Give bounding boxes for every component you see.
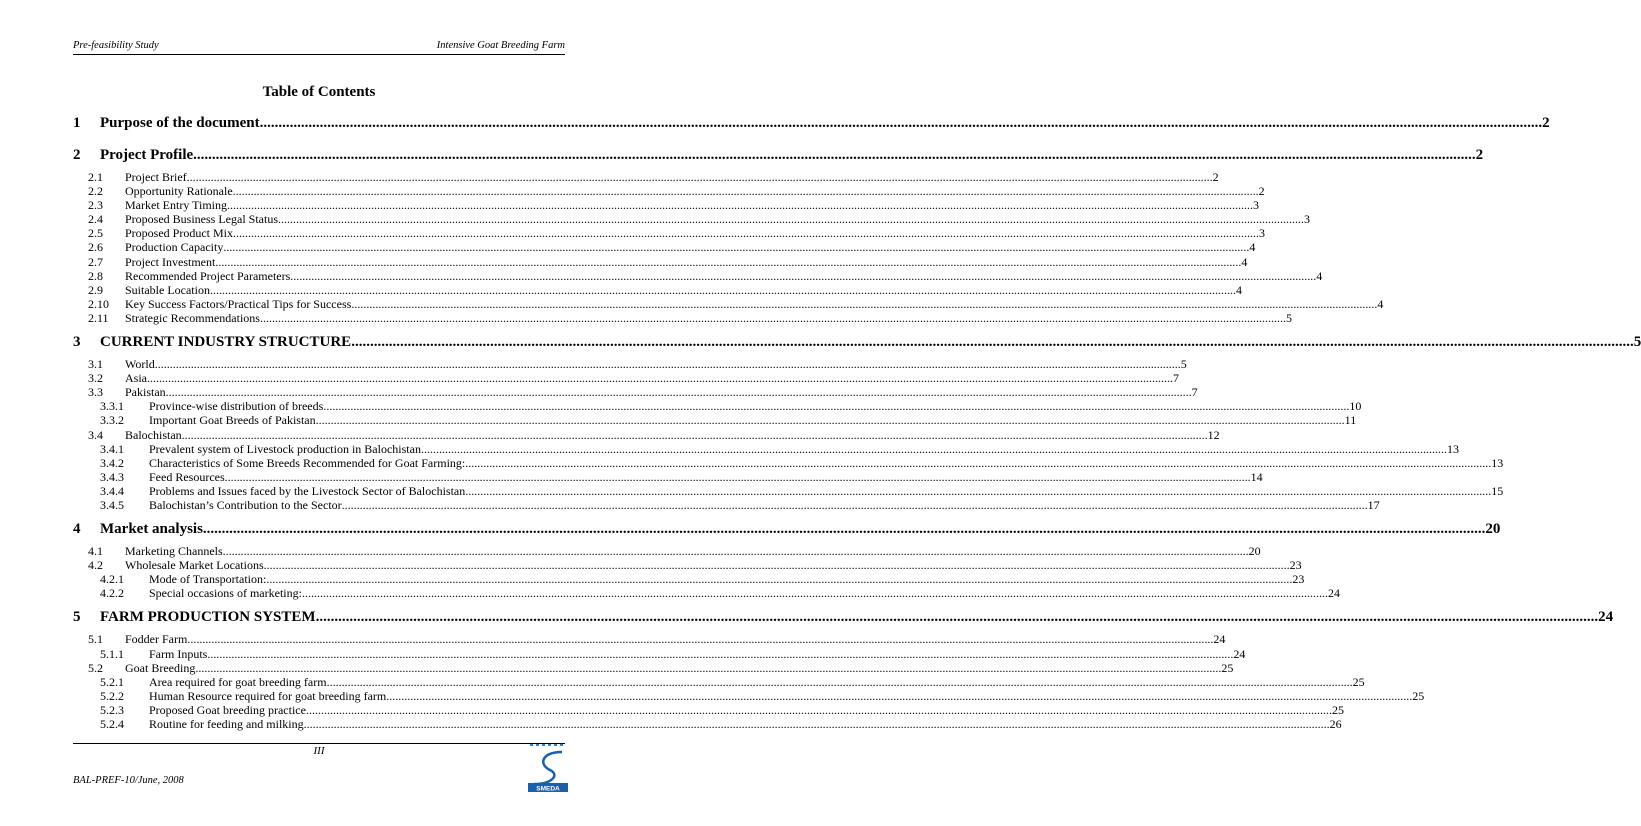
- toc-entry-num: 4.1: [88, 544, 103, 559]
- toc-entry-page: 5: [1180, 357, 1187, 372]
- toc-entry-page: 25: [1331, 702, 1344, 717]
- toc-entry-title: Area required for goat breeding farm: [149, 674, 327, 689]
- toc-dot-leader: [306, 703, 1332, 717]
- toc-entry-title: World: [125, 357, 155, 372]
- toc-entry-level-3[interactable]: [73, 413, 1357, 428]
- toc-entry-level-2[interactable]: [73, 558, 1302, 573]
- toc-entry-title: Balochistan: [125, 427, 182, 442]
- toc-entry-page: 2: [1212, 170, 1219, 184]
- toc-entry-level-1[interactable]: [73, 333, 1641, 351]
- toc-entry-level-2[interactable]: [73, 198, 1260, 213]
- toc-entry-level-3[interactable]: [73, 399, 1362, 414]
- toc-entry-page: 4: [1316, 268, 1323, 283]
- toc-entry-num: 4.2.1: [100, 572, 124, 587]
- footer-rule: [73, 743, 565, 744]
- toc-entry-title: Marketing Channels: [125, 544, 223, 559]
- toc-entry-level-2[interactable]: [73, 544, 1261, 559]
- toc-entry-page: 24: [1213, 632, 1226, 647]
- toc-entry-level-2[interactable]: [73, 357, 1187, 372]
- toc-entry-title: Proposed Business Legal Status: [125, 212, 278, 227]
- toc-entry-num: 2.6: [88, 240, 103, 255]
- toc-dot-leader: [465, 456, 1491, 470]
- toc-entry-level-2[interactable]: [73, 632, 1226, 647]
- toc-entry-level-2[interactable]: [73, 254, 1248, 269]
- toc-entry-num: 2.1: [88, 170, 103, 184]
- smeda-logo: [528, 744, 568, 792]
- toc-entry-level-2[interactable]: [73, 385, 1198, 400]
- toc-entry-title: Important Goat Breeds of Pakistan.: [149, 413, 319, 428]
- toc-entry-title: Problems and Issues faced by the Livestock Sector of Balochistan: [149, 483, 466, 498]
- toc-entry-title: Project Profile: [100, 147, 194, 163]
- toc-spacer: [73, 600, 565, 606]
- toc-dot-leader: [351, 333, 1634, 351]
- toc-entry-title: Prevalent system of Livestock production in Balochistan: [149, 441, 421, 456]
- toc-entry-page: 24: [1327, 586, 1340, 601]
- toc-entry-title: Recommended Project Parameters: [125, 268, 291, 283]
- toc-entry-num: 5.1: [88, 632, 103, 647]
- toc-dot-leader: [195, 661, 1221, 675]
- toc-spacer: [73, 325, 565, 331]
- toc-entry-num: 3: [73, 334, 81, 351]
- toc-entry-num: 2.11: [88, 310, 109, 325]
- toc-entry-title: Feed Resources: [149, 469, 225, 484]
- toc-title: Table of Contents: [262, 84, 376, 100]
- toc-entry-page: 20: [1248, 544, 1261, 559]
- toc-entry-num: 2: [73, 147, 81, 163]
- toc-entry-level-3[interactable]: [73, 674, 1365, 689]
- toc-entry-page: 23: [1292, 572, 1305, 587]
- toc-entry-page: 3: [1304, 212, 1310, 227]
- toc-entry-num: 3.4: [88, 427, 103, 442]
- toc-dot-leader: [327, 675, 1353, 689]
- toc-entry-level-2[interactable]: [73, 660, 1234, 675]
- page-header: [73, 40, 565, 55]
- toc-entry-page: 3: [1253, 198, 1260, 213]
- toc-entry-num: 5.2: [88, 660, 103, 675]
- toc-entry-page: 14: [1250, 469, 1263, 484]
- page-number: III: [313, 745, 325, 757]
- toc-entry-num: 2.8: [88, 268, 103, 283]
- toc-entry-level-3[interactable]: [73, 469, 1263, 484]
- toc-dot-leader: [187, 170, 1213, 184]
- toc-entry-level-1[interactable]: [73, 608, 1614, 626]
- toc-entry-title: Purpose of the document: [100, 115, 260, 131]
- toc-entry-level-3[interactable]: [73, 586, 1340, 601]
- toc-entry-level-3[interactable]: [73, 717, 1342, 731]
- toc-entry-title: Special occasions of marketing:: [149, 586, 302, 601]
- table-of-contents: [73, 112, 1641, 731]
- toc-entry-page: 4: [1249, 240, 1256, 255]
- toc-dot-leader: [203, 520, 1486, 538]
- toc-dot-leader: [166, 385, 1192, 399]
- toc-entry-num: 2.10: [88, 296, 109, 311]
- toc-entry-num: 2.5: [88, 226, 103, 241]
- toc-entry-title: Market Entry Timing: [125, 198, 228, 213]
- toc-entry-page: 13: [1491, 455, 1504, 470]
- toc-dot-leader: [227, 198, 1253, 212]
- toc-dot-leader: [233, 184, 1259, 198]
- toc-entry-level-3[interactable]: [73, 455, 1504, 470]
- toc-entry-level-3[interactable]: [73, 441, 1459, 456]
- toc-entry-level-1[interactable]: [73, 114, 1550, 132]
- toc-entry-num: 2.4: [88, 212, 103, 227]
- toc-dot-leader: [187, 632, 1213, 646]
- toc-entry-page: 4: [1241, 254, 1248, 269]
- toc-entry-title: Fodder Farm: [125, 632, 188, 647]
- toc-dot-leader: [316, 608, 1599, 626]
- toc-entry-level-2[interactable]: [73, 170, 1219, 184]
- toc-dot-leader: [266, 572, 1292, 586]
- toc-entry-num: 3.1: [88, 357, 103, 372]
- toc-entry-title: FARM PRODUCTION SYSTEM: [100, 609, 316, 626]
- toc-entry-level-2[interactable]: [73, 184, 1265, 199]
- toc-entry-num: 2.3: [88, 198, 103, 213]
- toc-entry-num: 3.4.1: [100, 441, 124, 456]
- toc-entry-num: 4.2.2: [100, 586, 124, 601]
- toc-entry-title: Production Capacity: [125, 240, 224, 255]
- toc-dot-leader: [260, 114, 1543, 132]
- toc-entry-page: 12: [1207, 427, 1220, 442]
- logo-text: SMEDA: [536, 785, 560, 793]
- toc-entry-page: 2: [1542, 115, 1550, 131]
- toc-entry-title: CURRENT INDUSTRY STRUCTURE: [100, 334, 352, 351]
- toc-entry-level-3[interactable]: [73, 483, 1504, 498]
- toc-entry-page: 11: [1344, 413, 1357, 428]
- toc-entry-title: Characteristics of Some Breeds Recommended for Goat Farming:: [149, 455, 466, 470]
- toc-entry-num: 3.4.5: [100, 497, 124, 512]
- toc-entry-title: Key Success Factors/Practical Tips for Success: [125, 296, 352, 311]
- toc-dot-leader: [182, 428, 1208, 442]
- toc-entry-num: 2.7: [88, 254, 103, 269]
- toc-entry-level-2[interactable]: [73, 427, 1220, 442]
- toc-entry-num: 3.3.2: [100, 413, 124, 428]
- toc-dot-leader: [260, 311, 1286, 325]
- toc-entry-num: 5.2.3: [100, 702, 124, 717]
- toc-dot-leader: [342, 498, 1368, 512]
- toc-entry-page: 4: [1235, 282, 1242, 297]
- toc-entry-page: 24: [1598, 609, 1614, 626]
- toc-entry-level-3[interactable]: [73, 688, 1425, 703]
- toc-entry-num: 3.3.1: [100, 399, 124, 414]
- toc-entry-page: 2: [1475, 147, 1484, 163]
- toc-entry-level-3[interactable]: [73, 572, 1305, 587]
- toc-dot-leader: [264, 558, 1290, 572]
- toc-dot-leader: [290, 269, 1316, 283]
- toc-entry-page: 3: [1259, 226, 1265, 241]
- toc-dot-leader: [223, 544, 1249, 558]
- toc-entry-page: 17: [1367, 497, 1380, 512]
- toc-entry-level-2[interactable]: [73, 268, 1323, 283]
- toc-entry-num: 3.4.3: [100, 469, 124, 484]
- toc-entry-title: Project Investment: [125, 254, 216, 269]
- toc-entry-level-2[interactable]: [73, 226, 1265, 241]
- toc-entry-page: 26: [1329, 717, 1342, 731]
- toc-dot-leader: [304, 717, 1330, 731]
- toc-entry-title: Wholesale Market Locations: [125, 558, 264, 573]
- toc-entry-page: 15: [1491, 483, 1504, 498]
- toc-entry-level-2[interactable]: [73, 296, 1384, 311]
- toc-entry-num: 3.3: [88, 385, 103, 400]
- toc-entry-title: Farm Inputs: [149, 646, 208, 661]
- toc-entry-page: 25: [1412, 688, 1425, 703]
- toc-dot-leader: [215, 255, 1241, 269]
- toc-dot-leader: [155, 357, 1181, 371]
- toc-entry-level-1[interactable]: [73, 146, 1484, 164]
- toc-entry-num: 4: [73, 521, 81, 538]
- toc-dot-leader: [465, 484, 1491, 498]
- toc-entry-num: 5.2.4: [100, 717, 124, 731]
- toc-dot-leader: [323, 399, 1349, 413]
- toc-entry-num: 2.2: [88, 184, 103, 199]
- toc-entry-title: Province-wise distribution of breeds: [149, 399, 324, 414]
- toc-entry-level-3[interactable]: [73, 646, 1246, 661]
- toc-entry-title: Routine for feeding and milking: [149, 717, 304, 731]
- toc-entry-page: 5: [1633, 334, 1641, 351]
- toc-entry-title: Asia: [125, 371, 147, 386]
- toc-dot-leader: [278, 212, 1304, 226]
- toc-dot-leader: [421, 442, 1447, 456]
- toc-entry-num: 1: [73, 115, 81, 131]
- toc-entry-level-2[interactable]: [73, 240, 1256, 255]
- toc-entry-page: 10: [1349, 399, 1362, 414]
- toc-dot-leader: [319, 413, 1345, 427]
- toc-entry-num: 2.9: [88, 282, 103, 297]
- toc-entry-title: Pakistan: [125, 385, 166, 400]
- toc-entry-page: 24: [1233, 646, 1246, 661]
- toc-dot-leader: [223, 240, 1249, 254]
- toc-entry-title: Project Brief: [125, 170, 187, 184]
- toc-entry-num: 5.1.1: [100, 646, 124, 661]
- toc-entry-num: 3.2: [88, 371, 103, 386]
- toc-entry-level-2[interactable]: [73, 212, 1310, 227]
- toc-dot-leader: [210, 283, 1236, 297]
- toc-entry-title: Human Resource required for goat breeding farm: [149, 688, 387, 703]
- toc-entry-level-3[interactable]: [73, 702, 1344, 717]
- toc-dot-leader: [386, 689, 1412, 703]
- toc-entry-title: Proposed Product Mix: [125, 226, 233, 241]
- toc-entry-page: 20: [1485, 521, 1501, 538]
- toc-entry-level-2[interactable]: [73, 282, 1242, 297]
- toc-spacer: [73, 512, 565, 518]
- toc-entry-page: 5: [1285, 310, 1292, 325]
- toc-entry-level-3[interactable]: [73, 497, 1380, 512]
- toc-entry-level-2[interactable]: [73, 310, 1292, 325]
- toc-entry-title: Opportunity Rationale: [125, 184, 233, 199]
- toc-dot-leader: [233, 226, 1259, 240]
- toc-entry-title: Market analysis: [100, 521, 203, 538]
- toc-dot-leader: [147, 371, 1173, 385]
- toc-entry-title: Mode of Transportation:: [149, 572, 267, 587]
- toc-entry-page: 25: [1221, 660, 1234, 675]
- toc-dot-leader: [225, 470, 1251, 484]
- toc-entry-num: 5.2.1: [100, 674, 124, 689]
- toc-entry-title: Balochistan’s Contribution to the Sector: [149, 497, 342, 512]
- toc-entry-num: 5.2.2: [100, 688, 124, 703]
- toc-dot-leader: [193, 146, 1476, 164]
- toc-entry-page: 7: [1191, 385, 1198, 400]
- toc-dot-leader: [207, 647, 1233, 661]
- toc-entry-title: Suitable Location: [125, 282, 210, 297]
- toc-entry-title: Goat Breeding: [125, 660, 196, 675]
- toc-entry-level-1[interactable]: [73, 520, 1501, 538]
- toc-entry-num: 3.4.4: [100, 483, 124, 498]
- toc-entry-page: 13: [1446, 441, 1459, 456]
- toc-entry-num: 4.2: [88, 558, 103, 573]
- toc-entry-title: Proposed Goat breeding practice: [149, 702, 306, 717]
- toc-entry-page: 25: [1352, 674, 1365, 689]
- toc-dot-leader: [302, 586, 1328, 600]
- toc-entry-num: 3.4.2: [100, 455, 124, 470]
- footer-reference: BAL-PREF-10/June, 2008: [73, 775, 184, 786]
- toc-spacer: [73, 138, 565, 144]
- toc-entry-title: Strategic Recommendations: [125, 310, 260, 325]
- toc-entry-page: 2: [1258, 184, 1265, 199]
- toc-entry-page: 23: [1289, 558, 1302, 573]
- toc-entry-level-2[interactable]: [73, 371, 1179, 386]
- header-right: Intensive Goat Breeding Farm: [436, 40, 565, 51]
- toc-entry-page: 4: [1377, 296, 1384, 311]
- header-left: Pre-feasibility Study: [73, 40, 159, 51]
- toc-dot-leader: [351, 297, 1377, 311]
- toc-entry-page: 7: [1173, 371, 1179, 386]
- toc-entry-num: 5: [73, 609, 81, 626]
